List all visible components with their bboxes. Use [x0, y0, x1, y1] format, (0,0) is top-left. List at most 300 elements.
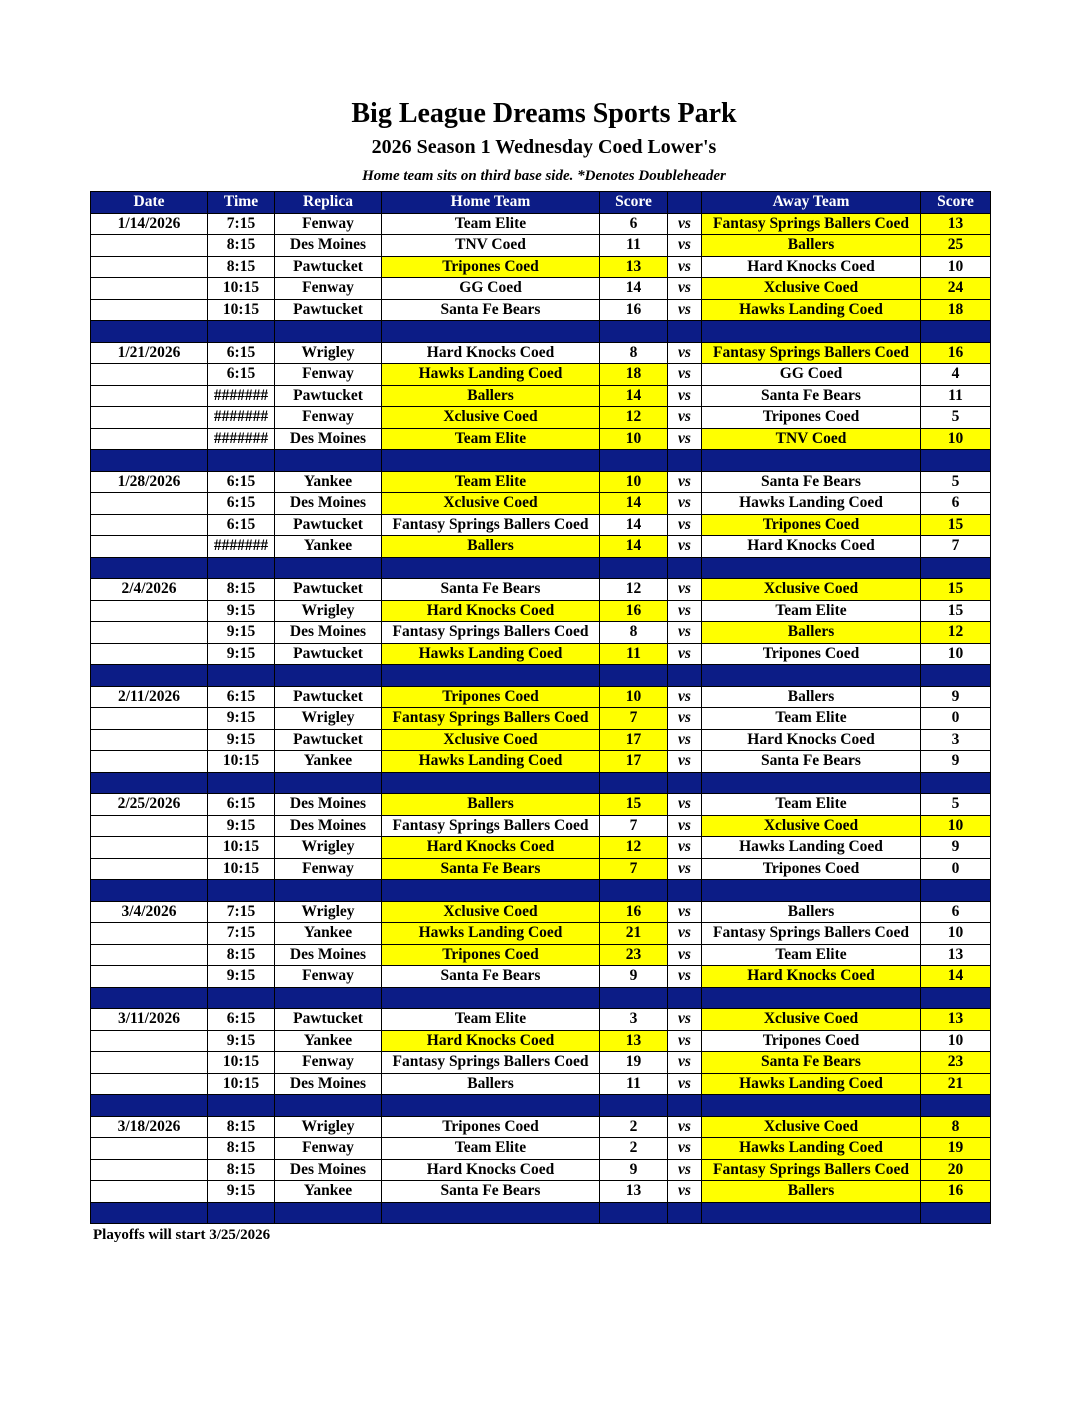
home-team-cell: Hawks Landing Coed	[382, 364, 600, 386]
table-row	[91, 364, 991, 386]
separator-cell	[91, 1202, 208, 1224]
away-team-cell: Hard Knocks Coed	[702, 256, 921, 278]
vs-cell: vs	[668, 1052, 702, 1074]
away-score-cell: 10	[921, 1030, 991, 1052]
schedule-body	[91, 213, 991, 1224]
separator-cell	[702, 450, 921, 472]
away-team-cell: Fantasy Springs Ballers Coed	[702, 1159, 921, 1181]
time-cell: 9:15	[208, 600, 275, 622]
vs-cell: vs	[668, 493, 702, 515]
time-cell: 8:15	[208, 235, 275, 257]
replica-cell: Wrigley	[275, 708, 382, 730]
separator-cell	[600, 450, 668, 472]
table-row	[91, 1138, 991, 1160]
date-cell	[91, 751, 208, 773]
time-cell: 10:15	[208, 278, 275, 300]
away-team-cell: Hawks Landing Coed	[702, 299, 921, 321]
away-score-cell: 5	[921, 407, 991, 429]
separator-cell	[208, 665, 275, 687]
col-away-score-header: Score	[921, 192, 991, 214]
away-score-cell: 9	[921, 686, 991, 708]
home-team-cell: Hawks Landing Coed	[382, 751, 600, 773]
date-cell	[91, 708, 208, 730]
separator-cell	[668, 1202, 702, 1224]
separator-cell	[668, 321, 702, 343]
table-row	[91, 278, 991, 300]
vs-cell: vs	[668, 686, 702, 708]
separator-cell	[702, 665, 921, 687]
replica-cell: Fenway	[275, 213, 382, 235]
table-row	[91, 643, 991, 665]
table-row	[91, 858, 991, 880]
time-cell: 10:15	[208, 1073, 275, 1095]
away-score-cell: 15	[921, 514, 991, 536]
replica-cell: Pawtucket	[275, 256, 382, 278]
home-score-cell: 8	[600, 342, 668, 364]
table-row	[91, 1052, 991, 1074]
date-cell	[91, 1052, 208, 1074]
time-cell: 10:15	[208, 299, 275, 321]
away-score-cell: 10	[921, 256, 991, 278]
replica-cell: Fenway	[275, 278, 382, 300]
separator-cell	[275, 321, 382, 343]
home-score-cell: 2	[600, 1138, 668, 1160]
away-team-cell: Fantasy Springs Ballers Coed	[702, 923, 921, 945]
separator-cell	[921, 665, 991, 687]
replica-cell: Fenway	[275, 1052, 382, 1074]
replica-cell: Pawtucket	[275, 686, 382, 708]
date-cell	[91, 278, 208, 300]
home-team-cell: Ballers	[382, 536, 600, 558]
vs-cell: vs	[668, 514, 702, 536]
separator-cell	[208, 772, 275, 794]
time-cell: 7:15	[208, 213, 275, 235]
week-separator-row	[91, 665, 991, 687]
separator-cell	[702, 987, 921, 1009]
home-team-cell: Team Elite	[382, 1138, 600, 1160]
vs-cell: vs	[668, 1030, 702, 1052]
time-cell: 6:15	[208, 794, 275, 816]
table-row	[91, 1030, 991, 1052]
table-row	[91, 751, 991, 773]
home-team-cell: Fantasy Springs Ballers Coed	[382, 708, 600, 730]
separator-cell	[91, 772, 208, 794]
vs-cell: vs	[668, 385, 702, 407]
away-score-cell: 0	[921, 708, 991, 730]
separator-cell	[702, 557, 921, 579]
home-team-cell: Fantasy Springs Ballers Coed	[382, 815, 600, 837]
separator-cell	[600, 665, 668, 687]
time-cell: 6:15	[208, 342, 275, 364]
replica-cell: Fenway	[275, 407, 382, 429]
away-score-cell: 10	[921, 923, 991, 945]
time-cell: 8:15	[208, 1116, 275, 1138]
separator-cell	[275, 987, 382, 1009]
separator-cell	[702, 1202, 921, 1224]
date-cell: 3/18/2026	[91, 1116, 208, 1138]
away-team-cell: Xclusive Coed	[702, 815, 921, 837]
time-cell: 7:15	[208, 901, 275, 923]
vs-cell: vs	[668, 342, 702, 364]
date-cell	[91, 536, 208, 558]
separator-cell	[208, 557, 275, 579]
vs-cell: vs	[668, 1181, 702, 1203]
table-row	[91, 213, 991, 235]
home-team-cell: Hawks Landing Coed	[382, 643, 600, 665]
week-separator-row	[91, 987, 991, 1009]
away-team-cell: GG Coed	[702, 364, 921, 386]
separator-cell	[668, 557, 702, 579]
vs-cell: vs	[668, 364, 702, 386]
date-cell	[91, 493, 208, 515]
time-cell: 10:15	[208, 751, 275, 773]
separator-cell	[921, 321, 991, 343]
home-score-cell: 14	[600, 493, 668, 515]
table-row	[91, 729, 991, 751]
away-team-cell: Ballers	[702, 1181, 921, 1203]
table-row	[91, 815, 991, 837]
time-cell: 6:15	[208, 686, 275, 708]
table-row	[91, 1009, 991, 1031]
separator-cell	[275, 557, 382, 579]
table-row	[91, 622, 991, 644]
home-team-cell: Hard Knocks Coed	[382, 1159, 600, 1181]
date-cell: 2/25/2026	[91, 794, 208, 816]
away-team-cell: Ballers	[702, 622, 921, 644]
home-team-cell: Hawks Landing Coed	[382, 923, 600, 945]
table-row	[91, 342, 991, 364]
home-team-cell: Team Elite	[382, 471, 600, 493]
away-score-cell: 16	[921, 342, 991, 364]
home-team-cell: Santa Fe Bears	[382, 1181, 600, 1203]
vs-cell: vs	[668, 729, 702, 751]
time-cell: 9:15	[208, 966, 275, 988]
away-team-cell: Tripones Coed	[702, 858, 921, 880]
time-cell: #######	[208, 385, 275, 407]
away-score-cell: 15	[921, 579, 991, 601]
separator-cell	[668, 987, 702, 1009]
vs-cell: vs	[668, 235, 702, 257]
page-subtitle: 2026 Season 1 Wednesday Coed Lower's	[371, 136, 717, 158]
separator-cell	[208, 1095, 275, 1117]
home-team-cell: Tripones Coed	[382, 256, 600, 278]
separator-cell	[382, 880, 600, 902]
home-score-cell: 3	[600, 1009, 668, 1031]
separator-cell	[275, 1095, 382, 1117]
vs-cell: vs	[668, 407, 702, 429]
away-score-cell: 10	[921, 815, 991, 837]
separator-cell	[600, 987, 668, 1009]
vs-cell: vs	[668, 794, 702, 816]
table-row	[91, 514, 991, 536]
away-team-cell: Santa Fe Bears	[702, 1052, 921, 1074]
home-score-cell: 11	[600, 1073, 668, 1095]
time-cell: 10:15	[208, 837, 275, 859]
time-cell: 9:15	[208, 708, 275, 730]
table-row	[91, 579, 991, 601]
away-team-cell: Hard Knocks Coed	[702, 729, 921, 751]
col-vs-header	[668, 192, 702, 214]
replica-cell: Pawtucket	[275, 299, 382, 321]
replica-cell: Wrigley	[275, 901, 382, 923]
home-score-cell: 2	[600, 1116, 668, 1138]
time-cell: 9:15	[208, 622, 275, 644]
away-team-cell: Santa Fe Bears	[702, 385, 921, 407]
away-team-cell: Team Elite	[702, 794, 921, 816]
vs-cell: vs	[668, 536, 702, 558]
date-cell	[91, 837, 208, 859]
away-score-cell: 6	[921, 901, 991, 923]
home-score-cell: 21	[600, 923, 668, 945]
time-cell: 9:15	[208, 1181, 275, 1203]
table-row	[91, 493, 991, 515]
schedule-table	[90, 191, 991, 1224]
vs-cell: vs	[668, 1073, 702, 1095]
away-team-cell: Santa Fe Bears	[702, 751, 921, 773]
table-row	[91, 428, 991, 450]
home-team-cell: Team Elite	[382, 428, 600, 450]
col-away-team-header: Away Team	[702, 192, 921, 214]
home-score-cell: 14	[600, 278, 668, 300]
replica-cell: Fenway	[275, 1138, 382, 1160]
home-score-cell: 16	[600, 600, 668, 622]
home-team-cell: Xclusive Coed	[382, 493, 600, 515]
vs-cell: vs	[668, 1116, 702, 1138]
col-home-team-header: Home Team	[382, 192, 600, 214]
away-team-cell: Hawks Landing Coed	[702, 1138, 921, 1160]
away-team-cell: Santa Fe Bears	[702, 471, 921, 493]
separator-cell	[668, 665, 702, 687]
time-cell: 8:15	[208, 579, 275, 601]
away-team-cell: Tripones Coed	[702, 1030, 921, 1052]
away-team-cell: Fantasy Springs Ballers Coed	[702, 342, 921, 364]
home-score-cell: 13	[600, 256, 668, 278]
home-team-cell: Tripones Coed	[382, 944, 600, 966]
home-team-cell: Fantasy Springs Ballers Coed	[382, 622, 600, 644]
time-cell: 6:15	[208, 514, 275, 536]
separator-cell	[921, 450, 991, 472]
date-cell	[91, 235, 208, 257]
separator-cell	[91, 987, 208, 1009]
time-cell: 10:15	[208, 858, 275, 880]
replica-cell: Yankee	[275, 1181, 382, 1203]
vs-cell: vs	[668, 858, 702, 880]
vs-cell: vs	[668, 1138, 702, 1160]
separator-cell	[91, 321, 208, 343]
date-cell	[91, 643, 208, 665]
replica-cell: Yankee	[275, 1030, 382, 1052]
away-team-cell: Hard Knocks Coed	[702, 536, 921, 558]
separator-cell	[921, 1095, 991, 1117]
vs-cell: vs	[668, 256, 702, 278]
replica-cell: Fenway	[275, 364, 382, 386]
separator-cell	[600, 1095, 668, 1117]
separator-cell	[382, 557, 600, 579]
vs-cell: vs	[668, 1159, 702, 1181]
table-row	[91, 1159, 991, 1181]
time-cell: #######	[208, 407, 275, 429]
replica-cell: Wrigley	[275, 342, 382, 364]
date-cell: 3/4/2026	[91, 901, 208, 923]
table-row	[91, 600, 991, 622]
home-team-cell: Hard Knocks Coed	[382, 837, 600, 859]
vs-cell: vs	[668, 751, 702, 773]
home-team-cell: TNV Coed	[382, 235, 600, 257]
table-row	[91, 901, 991, 923]
date-cell	[91, 364, 208, 386]
date-cell	[91, 1159, 208, 1181]
separator-cell	[600, 321, 668, 343]
home-score-cell: 9	[600, 1159, 668, 1181]
away-team-cell: Tripones Coed	[702, 643, 921, 665]
away-score-cell: 3	[921, 729, 991, 751]
home-score-cell: 10	[600, 471, 668, 493]
replica-cell: Fenway	[275, 858, 382, 880]
separator-cell	[275, 772, 382, 794]
separator-cell	[382, 987, 600, 1009]
away-score-cell: 10	[921, 643, 991, 665]
table-row	[91, 837, 991, 859]
home-score-cell: 10	[600, 686, 668, 708]
replica-cell: Wrigley	[275, 1116, 382, 1138]
home-score-cell: 17	[600, 729, 668, 751]
home-score-cell: 15	[600, 794, 668, 816]
vs-cell: vs	[668, 837, 702, 859]
week-separator-row	[91, 557, 991, 579]
replica-cell: Yankee	[275, 471, 382, 493]
away-team-cell: Ballers	[702, 901, 921, 923]
date-cell	[91, 944, 208, 966]
vs-cell: vs	[668, 600, 702, 622]
home-team-cell: Santa Fe Bears	[382, 299, 600, 321]
date-cell: 3/11/2026	[91, 1009, 208, 1031]
home-score-cell: 12	[600, 579, 668, 601]
home-team-cell: Ballers	[382, 1073, 600, 1095]
replica-cell: Wrigley	[275, 837, 382, 859]
away-score-cell: 4	[921, 364, 991, 386]
time-cell: 8:15	[208, 944, 275, 966]
separator-cell	[921, 880, 991, 902]
away-score-cell: 25	[921, 235, 991, 257]
home-team-cell: Santa Fe Bears	[382, 579, 600, 601]
replica-cell: Fenway	[275, 966, 382, 988]
home-score-cell: 11	[600, 643, 668, 665]
home-team-cell: Fantasy Springs Ballers Coed	[382, 514, 600, 536]
away-score-cell: 5	[921, 794, 991, 816]
away-score-cell: 12	[921, 622, 991, 644]
away-score-cell: 24	[921, 278, 991, 300]
home-score-cell: 13	[600, 1181, 668, 1203]
home-score-cell: 14	[600, 536, 668, 558]
away-team-cell: Xclusive Coed	[702, 579, 921, 601]
home-team-cell: Santa Fe Bears	[382, 966, 600, 988]
home-score-cell: 17	[600, 751, 668, 773]
replica-cell: Yankee	[275, 536, 382, 558]
replica-cell: Pawtucket	[275, 579, 382, 601]
home-team-cell: GG Coed	[382, 278, 600, 300]
replica-cell: Pawtucket	[275, 385, 382, 407]
separator-cell	[208, 1202, 275, 1224]
date-cell	[91, 1138, 208, 1160]
home-score-cell: 13	[600, 1030, 668, 1052]
table-row	[91, 794, 991, 816]
separator-cell	[668, 450, 702, 472]
replica-cell: Yankee	[275, 751, 382, 773]
vs-cell: vs	[668, 1009, 702, 1031]
table-row	[91, 966, 991, 988]
away-team-cell: Xclusive Coed	[702, 278, 921, 300]
away-score-cell: 15	[921, 600, 991, 622]
away-score-cell: 8	[921, 1116, 991, 1138]
home-score-cell: 7	[600, 815, 668, 837]
vs-cell: vs	[668, 923, 702, 945]
away-score-cell: 13	[921, 1009, 991, 1031]
replica-cell: Des Moines	[275, 493, 382, 515]
time-cell: 9:15	[208, 815, 275, 837]
separator-cell	[382, 450, 600, 472]
table-row	[91, 1073, 991, 1095]
table-row	[91, 235, 991, 257]
away-score-cell: 19	[921, 1138, 991, 1160]
table-row	[91, 471, 991, 493]
separator-cell	[600, 880, 668, 902]
schedule-note: Home team sits on third base side. *Denotes Doubleheader	[362, 168, 726, 184]
home-score-cell: 12	[600, 407, 668, 429]
replica-cell: Yankee	[275, 923, 382, 945]
separator-cell	[921, 1202, 991, 1224]
away-team-cell: Team Elite	[702, 600, 921, 622]
home-team-cell: Team Elite	[382, 213, 600, 235]
table-row	[91, 1116, 991, 1138]
home-score-cell: 8	[600, 622, 668, 644]
vs-cell: vs	[668, 299, 702, 321]
replica-cell: Des Moines	[275, 815, 382, 837]
home-team-cell: Ballers	[382, 385, 600, 407]
replica-cell: Des Moines	[275, 622, 382, 644]
home-team-cell: Fantasy Springs Ballers Coed	[382, 1052, 600, 1074]
replica-cell: Des Moines	[275, 235, 382, 257]
table-row	[91, 407, 991, 429]
date-cell	[91, 407, 208, 429]
replica-cell: Wrigley	[275, 600, 382, 622]
date-cell	[91, 514, 208, 536]
home-score-cell: 10	[600, 428, 668, 450]
home-team-cell: Tripones Coed	[382, 686, 600, 708]
away-team-cell: Hard Knocks Coed	[702, 966, 921, 988]
separator-cell	[275, 880, 382, 902]
separator-cell	[382, 1095, 600, 1117]
away-team-cell: Ballers	[702, 686, 921, 708]
vs-cell: vs	[668, 213, 702, 235]
separator-cell	[91, 557, 208, 579]
separator-cell	[702, 1095, 921, 1117]
separator-cell	[91, 1095, 208, 1117]
separator-cell	[600, 557, 668, 579]
time-cell: 7:15	[208, 923, 275, 945]
home-score-cell: 11	[600, 235, 668, 257]
home-team-cell: Hard Knocks Coed	[382, 1030, 600, 1052]
away-score-cell: 9	[921, 837, 991, 859]
vs-cell: vs	[668, 643, 702, 665]
separator-cell	[668, 1095, 702, 1117]
home-score-cell: 6	[600, 213, 668, 235]
separator-cell	[91, 880, 208, 902]
date-cell	[91, 600, 208, 622]
date-cell	[91, 966, 208, 988]
home-team-cell: Hard Knocks Coed	[382, 600, 600, 622]
away-team-cell: Hawks Landing Coed	[702, 1073, 921, 1095]
date-cell: 2/4/2026	[91, 579, 208, 601]
